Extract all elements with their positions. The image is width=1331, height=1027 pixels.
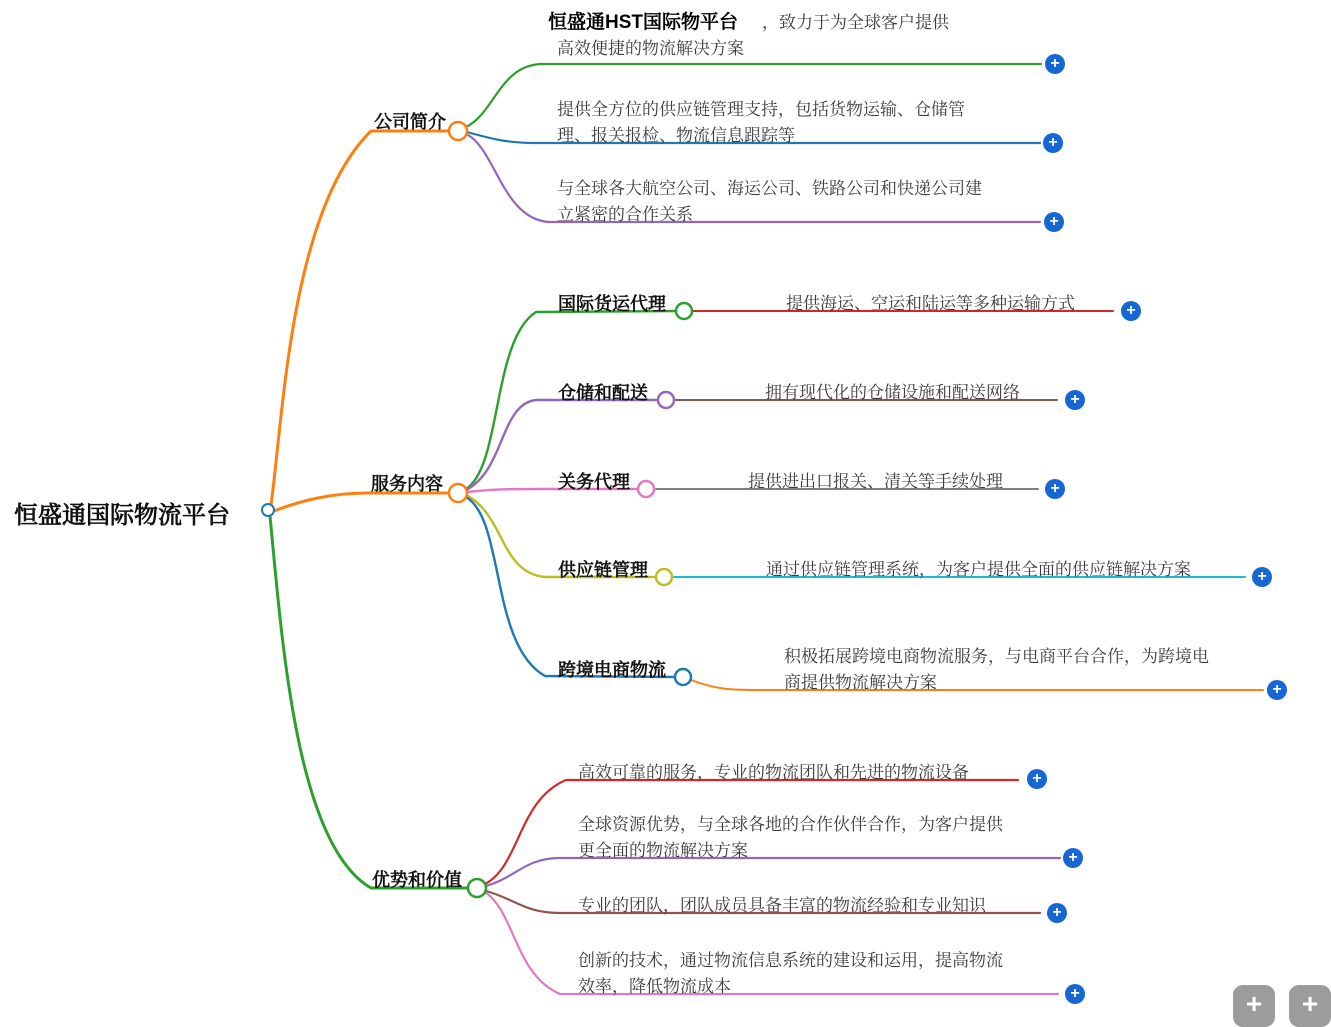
leaf-intro-3 [557, 176, 982, 228]
node-label-warehouse[interactable]: 仓储和配送 [558, 383, 648, 403]
leaf-adv-3: 专业的团队，团队成员具备丰富的物流经验和专业知识 [578, 896, 986, 915]
child-line-crossborder [466, 497, 673, 677]
expand-button-freight[interactable]: + [1121, 301, 1141, 321]
leaf-intro-1-line1 [548, 10, 949, 36]
zoom-out-button[interactable]: + [1289, 985, 1331, 1027]
branch-label-company-intro[interactable]: 公司简介 [374, 112, 446, 132]
leaf-adv-2-line2: 更全面的物流解决方案 [578, 841, 748, 860]
leaf-intro-1-text: ，致力于为全球客户提供 [762, 13, 950, 32]
leaf-adv-1: 高效可靠的服务，专业的物流团队和先进的物流设备 [578, 763, 969, 782]
leaf-intro-2-line1: 提供全方位的供应链管理支持，包括货物运输、仓储管 [557, 100, 965, 119]
node-label-customs[interactable]: 关务代理 [558, 472, 630, 492]
node-circle-crossborder[interactable] [675, 669, 691, 685]
node-circle-customs[interactable] [638, 481, 654, 497]
node-circle-freight[interactable] [676, 303, 692, 319]
expand-button-adv-1[interactable]: + [1027, 769, 1047, 789]
leaf-intro-1-title: 恒盛通HST国际物平台 [548, 12, 739, 33]
node-circle-company-intro[interactable] [449, 122, 467, 140]
branch-line-advantages [270, 516, 467, 888]
leaf-adv-4-line1: 创新的技术，通过物流信息系统的建设和运用，提高物流 [578, 951, 1003, 970]
root-node-label[interactable]: 恒盛通国际物流平台 [14, 502, 230, 529]
expand-button-adv-4[interactable]: + [1065, 984, 1085, 1004]
leaf-intro-3-line2: 立紧密的合作关系 [557, 205, 693, 224]
zoom-in-button[interactable]: + [1233, 985, 1275, 1027]
node-label-crossborder[interactable]: 跨境电商物流 [558, 660, 666, 680]
expand-button-adv-2[interactable]: + [1063, 848, 1083, 868]
expand-button-intro-2[interactable]: + [1043, 133, 1063, 153]
expand-button-supply[interactable]: + [1252, 567, 1272, 587]
leaf-freight-desc: 提供海运、空运和陆运等多种运输方式 [786, 294, 1075, 313]
node-circle-warehouse[interactable] [658, 392, 674, 408]
root-node-circle[interactable] [262, 504, 274, 516]
leaf-crossborder-line2: 商提供物流解决方案 [784, 673, 937, 692]
leaf-crossborder-desc [784, 644, 1209, 696]
expand-button-intro-1[interactable]: + [1045, 54, 1065, 74]
leaf-intro-2-line2: 理、报关报检、物流信息跟踪等 [557, 126, 795, 145]
expand-button-adv-3[interactable]: + [1047, 903, 1067, 923]
leaf-adv-2-line1: 全球资源优势，与全球各地的合作伙伴合作，为客户提供 [578, 815, 1003, 834]
expand-button-crossborder[interactable]: + [1267, 680, 1287, 700]
leaf-adv-2 [578, 812, 1003, 864]
leaf-intro-1 [548, 10, 949, 62]
node-circle-services[interactable] [449, 484, 467, 502]
branch-label-advantages[interactable]: 优势和价值 [372, 870, 462, 890]
node-circle-supply[interactable] [656, 569, 672, 585]
leaf-crossborder-line1: 积极拓展跨境电商物流服务，与电商平台合作，为跨境电 [784, 647, 1209, 666]
leaf-warehouse-desc: 拥有现代化的仓储设施和配送网络 [765, 383, 1020, 402]
leaf-intro-2 [557, 97, 965, 149]
leaf-customs-desc: 提供进出口报关、清关等手续处理 [748, 472, 1003, 491]
node-label-freight[interactable]: 国际货运代理 [558, 294, 666, 314]
leaf-intro-3-line1: 与全球各大航空公司、海运公司、铁路公司和快递公司建 [557, 179, 982, 198]
leaf-adv-4 [578, 948, 1003, 1000]
branch-label-services[interactable]: 服务内容 [371, 474, 443, 494]
branch-line-company-intro [271, 131, 449, 505]
leaf-supply-desc: 通过供应链管理系统，为客户提供全面的供应链解决方案 [766, 560, 1191, 579]
node-label-supply[interactable]: 供应链管理 [558, 560, 648, 580]
expand-button-customs[interactable]: + [1045, 479, 1065, 499]
expand-button-warehouse[interactable]: + [1065, 390, 1085, 410]
node-circle-advantages[interactable] [468, 879, 486, 897]
expand-button-intro-3[interactable]: + [1044, 212, 1064, 232]
leaf-adv-4-line2: 效率，降低物流成本 [578, 977, 731, 996]
leaf-intro-1-line2: 高效便捷的物流解决方案 [557, 39, 744, 58]
